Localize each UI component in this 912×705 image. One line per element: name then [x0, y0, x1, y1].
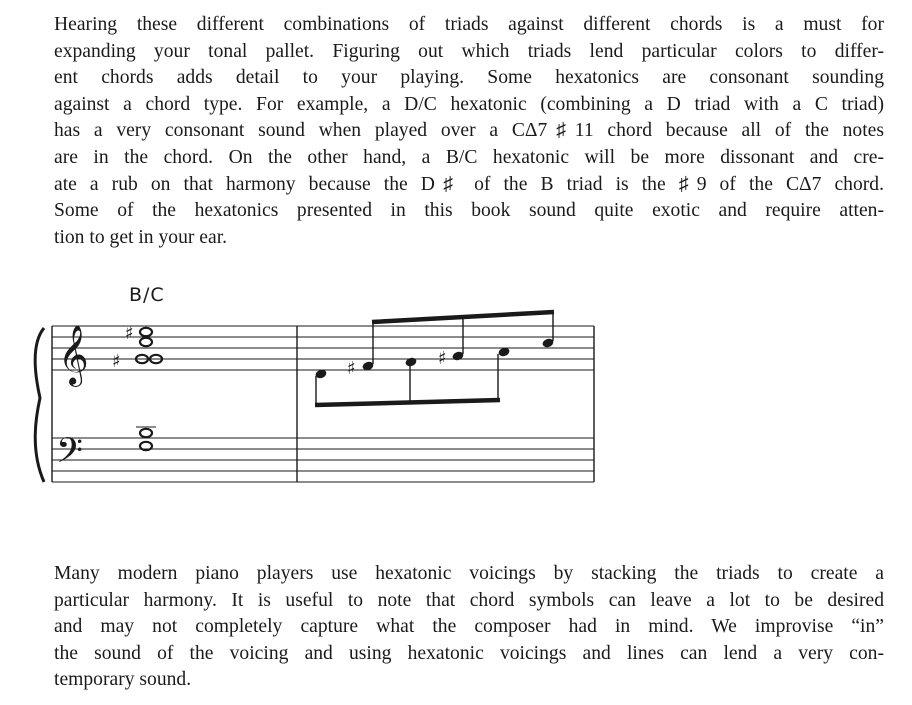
text-line: has a very consonant sound when played over a CΔ7♯11 chord because all of the notes: [54, 120, 884, 142]
sharp-sign: ♯: [125, 323, 134, 344]
treble-chord: [136, 328, 162, 363]
text-line: against a chord type. For example, a D/C hexatonic (combining a D triad with a C triad): [54, 93, 884, 115]
text-line: expanding your tonal pallet. Figuring out which triads lend particular colors to differ-: [54, 40, 884, 62]
chord-symbol: B/C: [129, 284, 165, 306]
sharp-sign: ♯: [112, 351, 121, 372]
music-notation: [28, 280, 628, 495]
whole-note: [140, 338, 152, 346]
text-line: Hearing these different combinations of triads against different chords is a must for: [54, 14, 884, 35]
sharp-sign: ♯: [347, 358, 356, 379]
text-line: temporary sound.: [54, 669, 192, 691]
grand-staff-brace: [35, 328, 44, 482]
text-line: ate a rub on that harmony because the D♯ of the B triad is the ♯9 of the CΔ7 chord.: [54, 173, 884, 195]
melody-accidentals: [347, 348, 447, 379]
text-line: Many modern piano players use hexatonic voicings by stacking the triads to create a: [54, 563, 884, 584]
bass-clef-icon: 𝄢: [56, 430, 84, 479]
text-line: tion to get in your ear.: [54, 226, 228, 248]
sharp-sign: ♯: [438, 348, 447, 369]
paragraph-conclusion: [54, 561, 884, 694]
note-head: [404, 356, 417, 367]
paragraph-intro: [54, 12, 884, 251]
text-line: ent chords adds detail to your playing. Some hexatonics are consonant sounding: [54, 67, 884, 89]
text-line: Some of the hexatonics presented in this book sound quite exotic and require atten-: [54, 200, 884, 222]
treble-clef-icon: 𝄞: [58, 325, 89, 385]
whole-note: [140, 429, 152, 437]
text-line: the sound of the voicing and using hexatonic voicings and lines can lend a very con-: [54, 642, 884, 664]
text-line: are in the chord. On the other hand, a B/C hexatonic will be more dissonant and cre-: [54, 146, 884, 168]
text-line: and may not completely capture what the composer had in mind. We improvise “in”: [54, 616, 884, 638]
text-line: particular harmony. It is useful to note that chord symbols can leave a lot to be desired: [54, 589, 884, 611]
bass-staff: [52, 438, 594, 482]
whole-note: [140, 328, 152, 336]
bass-chord: [140, 429, 152, 450]
